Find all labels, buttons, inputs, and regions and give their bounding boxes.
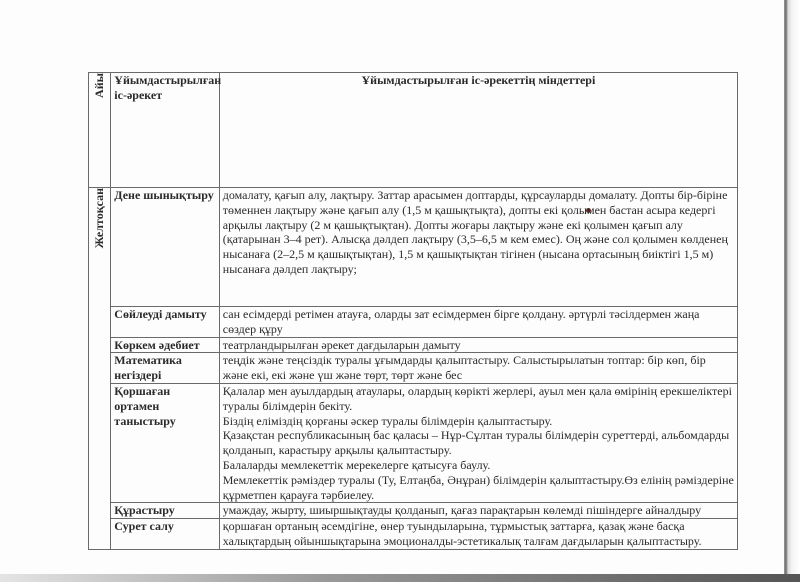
activity-column-header: Ұйымдастырылған іс-әрекет xyxy=(111,73,220,188)
activity-cell: Құрастыру xyxy=(111,503,220,519)
table-row xyxy=(89,353,738,384)
tasks-column-header: Ұйымдастырылған іс-әрекеттің міндеттері xyxy=(219,73,737,188)
table-row xyxy=(89,519,738,550)
tasks-cell: сан есімдерді ретімен атауға, оларды зат есімдермен бірге қолдану. әртүрлі тәсілдермен жаңа сөздер құру xyxy=(219,307,737,338)
tasks-cell xyxy=(219,383,737,502)
activity-cell: Көркем әдебиет xyxy=(111,337,220,353)
table-row xyxy=(89,503,738,519)
tasks-cell: қоршаған ортаның әсемдігіне, өнер туындыларына, тұрмыстық заттарға, қазақ және басқа халықтардың ойыншықтарына эмоционалды-эстетикалық талғам дағдыларын қалыптастыру. xyxy=(219,519,737,550)
table-row xyxy=(89,383,738,502)
task-line: Мемлекеттік рәміздер туралы (Ту, Елтаңба, Әнұран) білімдерін қалыптастыру.Өз елінің рәміздеріне құрметпен қарауға тәрбиелеу. xyxy=(222,472,734,502)
activity-plan-table xyxy=(88,72,738,550)
tasks-cell: теңдік және теңсіздік туралы ұғымдарды қалыптастыру. Салыстырылатын топтар: бір көп, бір және екі, екі және үш және төрт, төрт және бес xyxy=(219,353,737,384)
month-cell: Желтоқсан xyxy=(89,188,111,550)
activity-cell: Математика негіздері xyxy=(111,353,220,384)
scanner-bottom-edge xyxy=(0,574,800,582)
tasks-cell: театрландырылған әрекет дағдыларын дамыту xyxy=(219,337,737,353)
task-line: Біздің еліміздің қорғаны әскер туралы білімдерін қалыптастыру. xyxy=(222,413,553,428)
task-line: Балаларды мемлекеттік мерекелерге қатысуға баулу. xyxy=(222,457,491,472)
task-line: Қазақстан республикасының бас қаласы – Нұр-Сұлтан туралы білімдерін суреттерді, альбомдарды қолданып, карастыру арқылы қалыптастыру. xyxy=(222,428,730,458)
activity-cell: Қоршаған ортамен таныстыру xyxy=(111,383,220,502)
table-row xyxy=(89,188,738,307)
table-row xyxy=(89,307,738,338)
tasks-cell: умаждау, жырту, шиыршықтауды қолданып, қағаз парақтарын көлемді пішіндерге айналдыру xyxy=(219,503,737,519)
month-column-header: Айы xyxy=(89,73,111,188)
activity-cell: Сөйлеуді дамыту xyxy=(111,307,220,338)
task-line: Қалалар мен ауылдардың атаулары, олардың көрікті жерлері, ауыл мен қала өмірінің ерекшеліктері туралы білімдерін бекіту. xyxy=(222,383,732,413)
page-edge-shadow xyxy=(784,0,800,582)
table-header-row xyxy=(89,73,738,188)
table-row xyxy=(89,337,738,353)
activity-cell: Сурет салу xyxy=(111,519,220,550)
activity-cell: Дене шынықтыру xyxy=(111,188,220,307)
tasks-cell: домалату, қағып алу, лақтыру. Заттар арасымен доптарды, құрсауларды домалату. Допты бір-біріне төменнен лақтыру және қағып алу (1,5 м қашықтықта), допты екі қолымен бастан асыра кедергі арқылы лақтыру (2 м қашықтықтан). Допты жоғары лақтыру және екі қолымен қағып алу (қатарынан 3–4 рет). Алысқа дәлдеп лақтыру (3,5–6,5 м кем емес). Оң және сол қолымен көлденең нысанаға (2–2,5 м қашықтықтан), 1,5 м қашықтықтан тігінен (нысана ортасының биіктігі 1,5 м) нысанаға дәлдеп лақтыру; xyxy=(219,188,737,307)
